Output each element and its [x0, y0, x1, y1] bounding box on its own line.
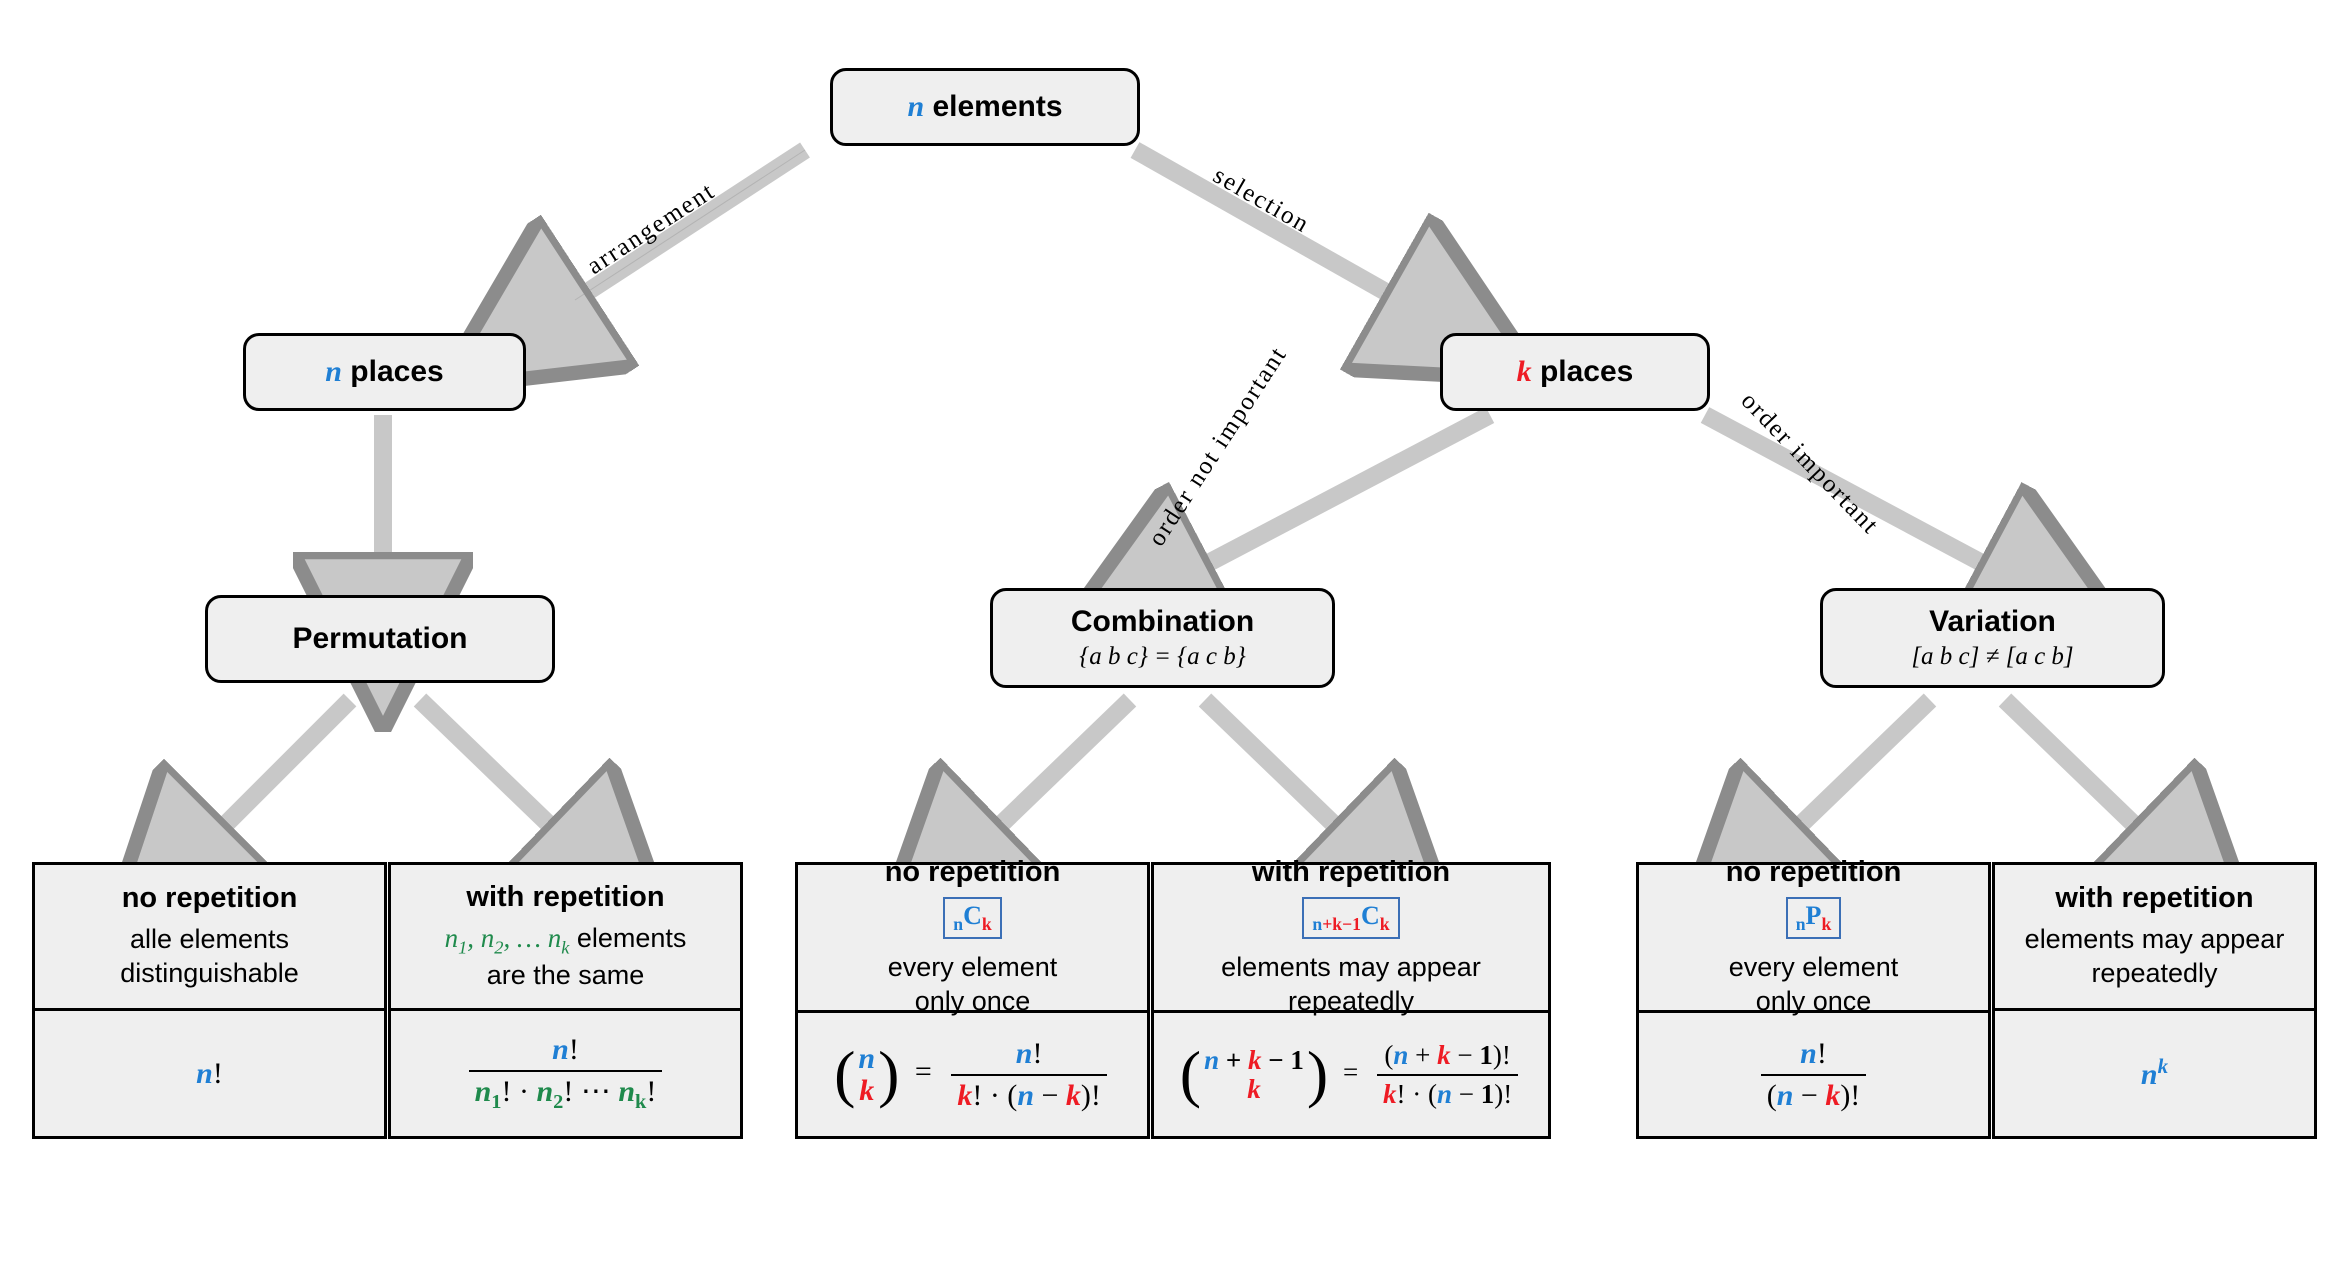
card-formula-section [1995, 1011, 2314, 1136]
card-formula: $\frac{n!}{(n - k)!}$ [1757, 1036, 1871, 1114]
card-formula-section [35, 1011, 384, 1136]
edge-label-arrangement: arrangement [582, 177, 721, 280]
arrow-permutation-to-with-repetition [420, 700, 560, 835]
card-variation-no-repetition[interactable] [1636, 856, 1991, 1139]
card-formula-section [798, 1013, 1147, 1136]
card-formula: ( n k ) = $\frac{n!}{k! \cdot (n - k)!}$ [834, 1036, 1111, 1114]
card-description: elements may appear repeatedly [1221, 952, 1481, 1017]
node-permutation[interactable] [205, 595, 555, 683]
card-combination-with-repetition[interactable] [1151, 856, 1551, 1139]
card-symbol: $_nP_k$ [1786, 897, 1842, 939]
node-n-places-label: n places [325, 354, 444, 388]
card-description: $n_1$, $n_2$, … $n_k$ elements are the same [444, 922, 687, 990]
card-description: every element only once [887, 952, 1058, 1017]
card-description: elements may appear repeatedly [2024, 924, 2285, 989]
card-top-section [798, 856, 1147, 1017]
arrow-permutation-to-no-repetition [215, 700, 350, 835]
node-variation-sublabel: [a b c] ≠ [a c b] [1911, 643, 2074, 671]
node-combination-label: Combination [1070, 604, 1255, 638]
arrow-variation-to-with-repetition [2005, 700, 2145, 835]
node-combination[interactable] [990, 588, 1335, 688]
card-combination-no-repetition[interactable] [795, 856, 1150, 1139]
arrow-combination-to-with-repetition [1205, 700, 1345, 835]
card-symbol: $_{n+k-1}C_k$ [1302, 897, 1399, 939]
node-n-places[interactable] [243, 333, 526, 411]
card-description: every element only once [1728, 952, 1899, 1017]
card-top-section [1995, 865, 2314, 1011]
card-formula: n! [196, 1056, 223, 1090]
node-k-places[interactable] [1440, 333, 1710, 411]
card-header: with repetition [1251, 856, 1451, 889]
card-top-section [391, 865, 740, 1011]
card-top-section [35, 865, 384, 1011]
card-formula-section [1639, 1013, 1988, 1136]
node-permutation-label: Permutation [292, 621, 468, 655]
arrow-root-to-n-places [575, 150, 805, 300]
node-n-elements[interactable] [830, 68, 1140, 146]
card-formula: ( n + k − 1 k ) = $\frac{(n + k - 1)!}{k! \cdot (n - 1)!}$ [1180, 1039, 1522, 1110]
card-variation-with-repetition[interactable] [1992, 862, 2317, 1139]
card-permutation-with-repetition[interactable] [388, 862, 743, 1139]
card-formula: $n^k$ [2140, 1054, 2169, 1092]
node-variation[interactable] [1820, 588, 2165, 688]
node-combination-sublabel: {a b c} = {a c b} [1079, 643, 1246, 671]
arrow-variation-to-no-repetition [1790, 700, 1930, 835]
arrow-combination-to-no-repetition [990, 700, 1130, 835]
edge-label-order-not-important: order not important [1143, 341, 1293, 552]
arrow-root-to-k-places [1135, 150, 1400, 300]
card-formula-section [391, 1011, 740, 1136]
card-top-section [1639, 856, 1988, 1017]
edge-label-order-important: order important [1735, 387, 1885, 540]
node-n-elements-label: n elements [907, 89, 1063, 123]
card-header: with repetition [2055, 882, 2254, 915]
card-top-section [1154, 856, 1548, 1017]
card-formula-section [1154, 1013, 1548, 1136]
node-k-places-label: k places [1516, 354, 1634, 388]
card-formula: $\frac{n!}{n_1! \cdot n_2! \cdots n_k!}$ [465, 1032, 667, 1114]
card-header: no repetition [884, 856, 1061, 889]
card-symbol: $_nC_k$ [943, 897, 1001, 939]
edge-label-selection: selection [1208, 161, 1315, 239]
node-variation-label: Variation [1929, 604, 2056, 638]
card-header: no repetition [121, 882, 298, 915]
card-header: no repetition [1725, 856, 1902, 889]
card-description: alle elements distinguishable [120, 924, 299, 989]
card-permutation-no-repetition[interactable] [32, 862, 387, 1139]
card-header: with repetition [466, 880, 665, 913]
